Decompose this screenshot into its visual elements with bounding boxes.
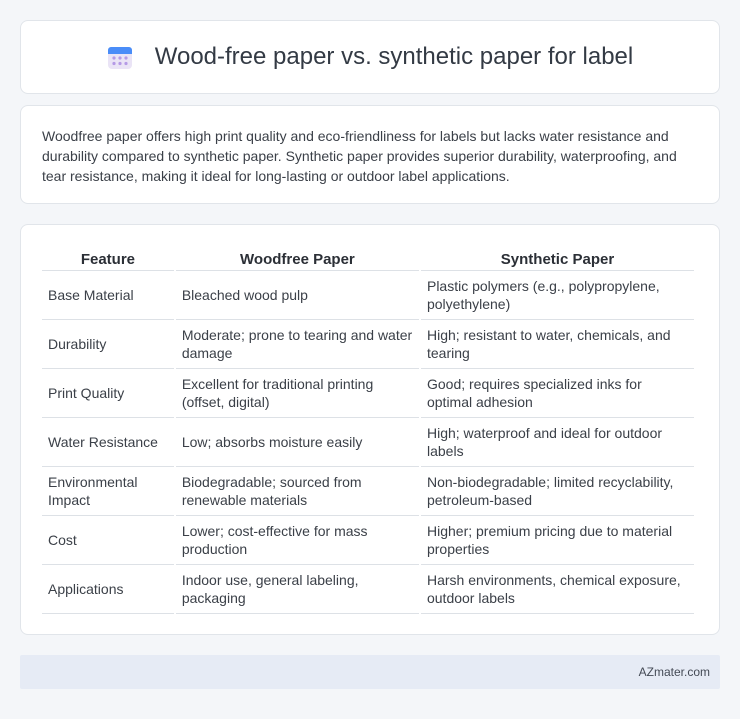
- footer-bar: [20, 655, 720, 689]
- table-row: [42, 418, 694, 467]
- table-row: [42, 516, 694, 565]
- synthetic-cell: Plastic polymers (e.g., polypropylene, polyethylene): [421, 271, 694, 320]
- intro-text: Woodfree paper offers high print quality and eco-friendliness for labels but lacks water resistance and durability compared to synthetic paper. Synthetic paper provides superior durability, waterproofing, and tear resistance, making it ideal for long-lasting or outdoor label applications.: [42, 128, 677, 184]
- table-row: [42, 320, 694, 369]
- feature-cell: Base Material: [42, 271, 174, 320]
- header-feature: Feature: [42, 243, 174, 271]
- woodfree-cell: Bleached wood pulp: [176, 271, 419, 320]
- feature-cell: Water Resistance: [42, 418, 174, 467]
- synthetic-cell: Non-biodegradable; limited recyclability, petroleum-based: [421, 467, 694, 516]
- footer-brand: AZmater.com: [638, 665, 710, 679]
- synthetic-cell: Harsh environments, chemical exposure, outdoor labels: [421, 565, 694, 614]
- table-row: [42, 467, 694, 516]
- table-row: [42, 565, 694, 614]
- comparison-table: [40, 243, 696, 614]
- woodfree-cell: Lower; cost-effective for mass production: [176, 516, 419, 565]
- table-row: [42, 271, 694, 320]
- page-title: Wood-free paper vs. synthetic paper for label: [154, 43, 634, 70]
- comparison-card: [20, 224, 720, 635]
- feature-cell: Environmental Impact: [42, 467, 174, 516]
- woodfree-cell: Biodegradable; sourced from renewable materials: [176, 467, 419, 516]
- header-synthetic: Synthetic Paper: [421, 243, 694, 271]
- woodfree-cell: Indoor use, general labeling, packaging: [176, 565, 419, 614]
- table-row: [42, 369, 694, 418]
- feature-cell: Applications: [42, 565, 174, 614]
- table-header-row: [42, 243, 694, 271]
- header-card: [20, 20, 720, 94]
- synthetic-cell: High; resistant to water, chemicals, and tearing: [421, 320, 694, 369]
- header-woodfree: Woodfree Paper: [176, 243, 419, 271]
- feature-cell: Print Quality: [42, 369, 174, 418]
- synthetic-cell: Higher; premium pricing due to material properties: [421, 516, 694, 565]
- feature-cell: Durability: [42, 320, 174, 369]
- woodfree-cell: Low; absorbs moisture easily: [176, 418, 419, 467]
- synthetic-cell: High; waterproof and ideal for outdoor labels: [421, 418, 694, 467]
- intro-card: [20, 105, 720, 204]
- synthetic-cell: Good; requires specialized inks for optimal adhesion: [421, 369, 694, 418]
- woodfree-cell: Moderate; prone to tearing and water damage: [176, 320, 419, 369]
- feature-cell: Cost: [42, 516, 174, 565]
- woodfree-cell: Excellent for traditional printing (offset, digital): [176, 369, 419, 418]
- calendar-icon: [107, 44, 133, 70]
